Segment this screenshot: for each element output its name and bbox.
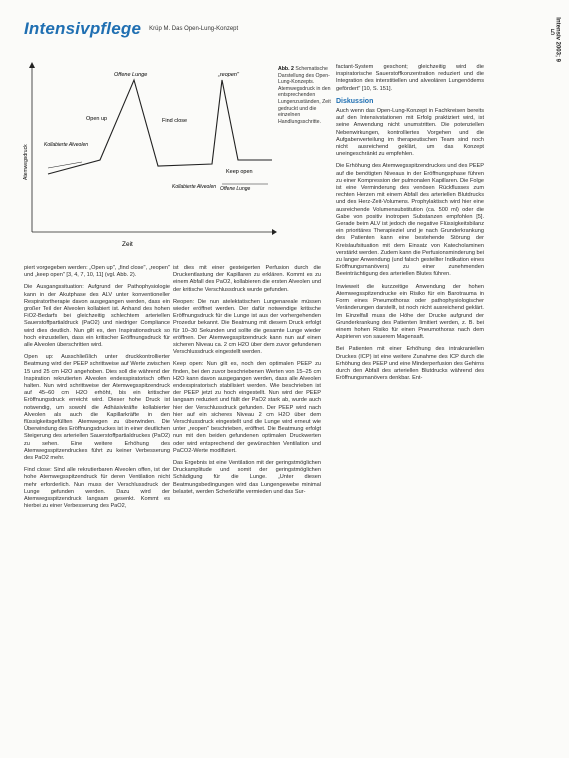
y-axis-arrow: [29, 62, 35, 68]
paragraph: Das Ergebnis ist eine Ventilation mit der geringstmöglichen Druckamplitude und somit der geringstmöglichen Schädigung für die Lunge. „Unter diesen Beatmungsbedingungen wird das Lungengewebe minimal belastet, werden Scherkräfte vermieden und das Sur-: [173, 460, 321, 495]
label-collapsed-2: Kollabierte Alveolen: [172, 184, 217, 190]
text-column-3: [336, 64, 484, 387]
text-column-2: [173, 265, 321, 501]
paragraph: ist dies mit einer gesteigerten Perfusion durch die Druckentlastung der Kapillaren zu erklären. Kommt es zu einem Abfall des PaO2, kollabieren die ersten Alveolen und der kritische Verschlussdruck wurde gefunden.: [173, 265, 321, 293]
paragraph: Auch wenn das Open-Lung-Konzept in Fachkreisen bereits auf den Intensivstationen mit Erfolg praktiziert wird, ist seine Anwendung nicht unumstritten. Die potenziellen Nebenwirkungen, kontrolliertes Vorgehen und die Aufgabenverteilung im therapeutischen Team sind noch nicht ausreichend geklärt, um das Konzept uneingeschränkt zu empfehlen.: [336, 108, 484, 158]
label-open-up: Open up: [86, 116, 108, 122]
paragraph: Open up: Ausschließlich unter druckkontrollierter Beatmung wird der PEEP schrittweise auf Werte zwischen 15 und 25 cm H2O angehoben. Dies soll die während der Inspiration rekrutierten Alveolen endexspiratorisch offen halten. Nun wird schrittweise der Atemwegsspitzendruck auf 45–60 cm H2O erhöht, bis ein kritischer Eröffnungsdruck erreicht wird. Dieser hohe Druck ist notwendig, um sowohl die Adhäsivkräfte kollabierter Alveolen als auch die Kapillarkräfte in den flüssigkeitsgefüllten Atemwegen zu überwinden. Die Überwindung des Eröffnungsdruckes ist in einer deutlichen Steigerung des arteriellen Sauerstoffpartialdruckes (PaO2) zu sehen. Eine weitere Erhöhung des Atemwegsspitzendruckes führt zu keiner Verbesserung des PaO2 mehr.: [24, 354, 170, 462]
paragraph: factant-System geschont; gleichzeitig wird die inspiratorische Sauerstoffkonzentration reduziert und die Integration des interstitiellen und alveolären Lungenödems gefördert" [10, S. 151].: [336, 64, 484, 92]
paragraph: Inwieweit die kurzzeitige Anwendung der hohen Atemwegsspitzendrucke ein Risiko für ein Barotrauma in Form eines Pneumothorax oder pathophysiologischer Veränderungen darstellt, ist noch nicht ausreichend geklärt. Im Einzelfall muss die Höhe der Drucke aufgrund der Grunderkrankung des Patienten limitiert werden, z. B. bei einem hohen Risiko für einen Pneumothorax nach dem Aspirieren von sauerem Magensaft.: [336, 283, 484, 341]
label-open-lungs: Offene Lunge: [114, 72, 148, 78]
y-axis-label: Atemwegsdruck: [23, 144, 29, 180]
text-column-1: [24, 265, 170, 516]
section-heading: Diskussion: [336, 97, 374, 105]
open-lung-figure: [22, 60, 278, 252]
label-keep-open: Keep open: [226, 169, 253, 175]
journal-brand: Intensivpflege: [24, 19, 142, 38]
label-find-close: Find close: [162, 118, 188, 124]
label-collapsed: Kollabierte Alveolen: [44, 142, 89, 148]
x-axis-label: Zeit: [122, 241, 133, 248]
page-number: 5: [550, 28, 555, 37]
page-header: [24, 16, 238, 42]
paragraph: Find close: Sind alle rekrutierbaren Alveolen offen, ist der hohe Atemwegsspitzendruck für deren Ventilation nicht mehr erforderlich. Nun muss der Verschlussdruck der Lunge gefunden werden. Dazu wird der Atemwegsspitzendruck langsam gesenkt. Kommt es hierbei zu einer Verbesserung des PaO2,: [24, 467, 170, 510]
paragraph: Keep open: Nun gilt es, noch den optimalen PEEP zu finden, bei den zuvor beschriebenen Werten von 15–25 cm H2O kann davon ausgegangen werden, dass alle Alveolen endexspiratorisch stabilisiert werden. Wie beschrieben ist der PEEP jetzt zu hoch eingestellt. Nun wird der PEEP langsam reduziert und fällt der PaO2 stark ab, wurde auch hier der Verschlussdruck gefunden. Der PEEP wird nach hier auf ein sicheres Niveau 2 cm H2O über dem Verschlussdruck eingestellt und die Lunge wird erneut wie unter „reopen" beschrieben, eröffnet. Die Beatmung erfolgt nun mit den beiden gefundenen optimalen Druckwerten oder wird entsprechend der gewünschten Ventilation und PaCO2-Werte modifiziert.: [173, 361, 321, 454]
side-citation: Intensiv 2003; 9: [555, 17, 561, 62]
paragraph: Die Erhöhung des Atemwegsspitzendruckes und des PEEP auf die benötigten Niveaus in der Eröffnungsphase führen zu einer Kompression der pulmonalen Kapillaren. Die Folge ist eine Verminderung des venösen Rückflusses zum rechten Herzen mit einem Abfall des arteriellen Blutdrucks und des Herz-Zeit-Volumens. Prophylaktisch wird hier eine ausreichende Volumensubstitution (ca. 500 ml) oder die Gabe von positiv inotropen Substanzen empfohlen [5]. Gerade beim ALV ist jedoch die negative Flüssigkeitsbilanz ein prioritäres Therapieziel und je nach Grunderkrankung des Patienten kann eine bestehende Störung der Kreislaufsituation mit dem Einsatz von Katecholaminen verstärkt werden. Zudem kann die Perfusionsminderung bei zu langer Anwendung (und falsch gestellter Indikation eines Eröffnungsmanövers) zu einer zunehmenden Beeinträchtigung des arteriellen Blutes führen.: [336, 163, 484, 278]
caption-text: Schematische Darstellung des Open-Lung-Konzepts. Atemwegsdruck in den entsprechenden Lungenzuständen, Zeit gedruckt und die einzelnen Handlungsschritte.: [278, 66, 331, 125]
paragraph: Bei Patienten mit einer Erhöhung des intrakraniellen Druckes (ICP) ist eine weitere Zunahme des ICP durch die Erhöhung des PEEP und eine Minderperfusion des Gehirns durch den Abfall des arteriellen Blutdrucks während des Eröffnungsmanövers denkbar. Ent-: [336, 346, 484, 382]
label-open-lung-2: Offene Lunge: [220, 186, 251, 192]
running-title: Krüp M. Das Open-Lung-Konzept: [149, 26, 239, 32]
figure-caption: [278, 66, 336, 125]
paragraph: Die Ausgangssituation: Aufgrund der Pathophysiologie kann in der Akutphase des ALV unter konventioneller Respiratortherapie davon ausgegangen werden, dass ein großer Teil der Alveolen kollabiert ist. Anhand des hohen FiO2-Bedarfs bei gleichzeitig schlechtem arteriellen Sauerstoffpartialdruck (PaO2) und niedriger Compliance wird dies deutlich. Nun gilt es, den Inspirationsdruck so hoch einzustellen, dass ein kritischer Eröffnungsdruck für alle Alveolen überschritten wird.: [24, 284, 170, 349]
paragraph: Reopen: Die nun atelektatischen Lungenareale müssen wieder eröffnet werden. Der dafür notwendige kritische Eröffnungsdruck für die Lunge ist aus der vorhergehenden Prozedur bekannt. Die Beatmung mit diesem Druck erfolgt für 10–30 Sekunden und sollte die gesamte Lunge wieder eröffnen. Der Atemwegsspitzendruck kann nun auf einen sicheren Niveau ca. 2 cm H2O über dem zuvor gefundenen Verschlussdruck eingestellt werden.: [173, 298, 321, 356]
paragraph: piert vorgegeben werden: „Open up", „find close", „reopen" und „keep open" [3, 4, 7, 10, 11] (vgl. Abb. 2).: [24, 265, 170, 279]
caption-label: Abb. 2: [278, 66, 294, 72]
label-reopen: „reopen": [218, 72, 239, 78]
pressure-curve: [48, 80, 272, 174]
x-axis-arrow: [272, 229, 277, 235]
